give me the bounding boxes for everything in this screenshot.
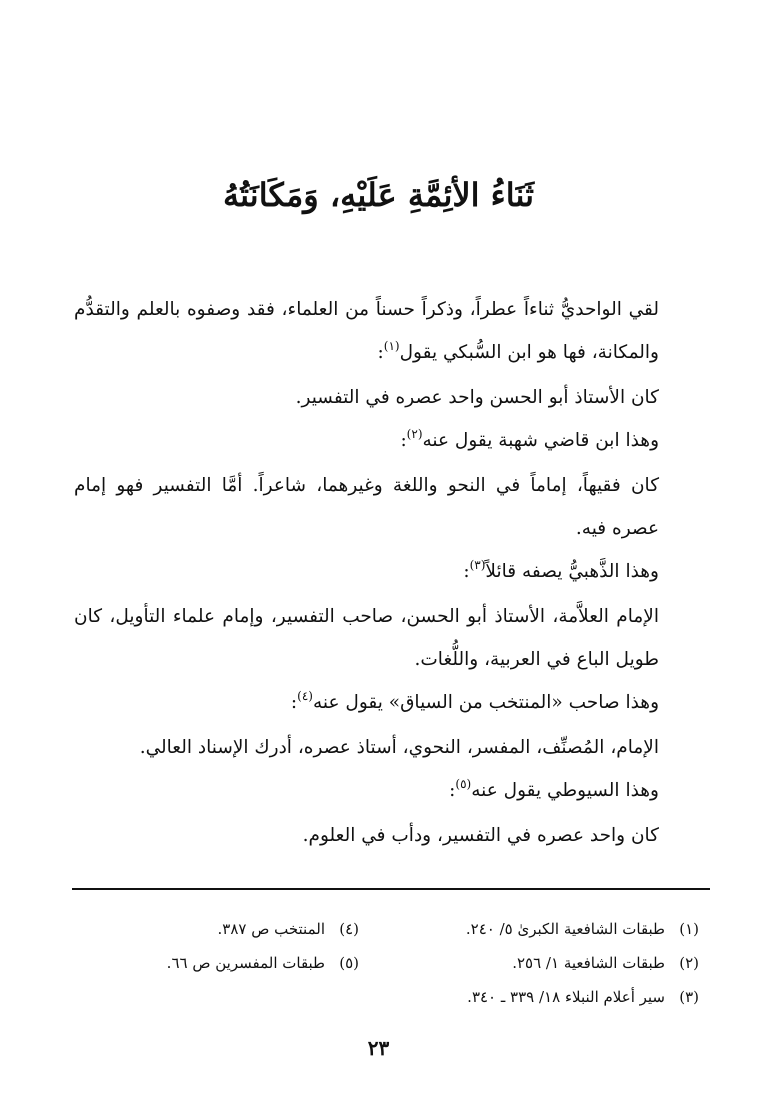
footnote-number: (٥) — [339, 954, 359, 972]
footnote-ref: (١) — [383, 339, 400, 353]
quote-4: الإمام، المُصنِّف، المفسر، النحوي، أستاذ عصره، أدرك الإسناد العالي. — [139, 737, 659, 758]
paragraph-intro — [74, 288, 699, 376]
footnote-text: سير أعلام النبلاء ١٨/ ٣٣٩ ـ ٣٤٠. — [467, 988, 665, 1006]
footnote-1 — [379, 912, 699, 946]
footnote-separator — [72, 888, 710, 890]
paragraph-ibn-qadi — [74, 419, 699, 464]
footnote-3 — [379, 980, 699, 1014]
footnote-ref: (٥) — [455, 777, 472, 791]
footnote-ref: (٣) — [469, 558, 486, 572]
footnote-5 — [39, 946, 359, 980]
paragraph-text: وهذا السيوطي يقول عنه — [471, 780, 659, 801]
quote-3: الإمام العلاَّمة، الأستاذ أبو الحسن، صاحب التفسير، وإمام علماء التأويل، كان طويل الباع في العربية، واللُّغات. — [74, 606, 659, 670]
footnote-text: طبقات المفسرين ص ٦٦. — [166, 954, 325, 972]
paragraph-text: وهذا صاحب «المنتخب من السياق» يقول عنه — [312, 692, 659, 713]
punctuation: : — [377, 342, 384, 363]
punctuation: : — [400, 430, 407, 451]
paragraph-dhahabi — [74, 550, 699, 595]
paragraph-suyuti — [74, 769, 699, 814]
footnotes-column-right — [379, 912, 699, 1014]
page-number: ٢٣ — [367, 1036, 390, 1060]
paragraph-text: وهذا ابن قاضي شهبة يقول عنه — [422, 430, 659, 451]
footnotes-column-left — [39, 912, 359, 980]
footnote-number: (١) — [679, 920, 699, 938]
footnote-4 — [39, 912, 359, 946]
footnote-text: طبقات الشافعية الكبرىٰ ٥/ ٢٤٠. — [465, 920, 665, 938]
main-text — [74, 288, 699, 857]
quote-5: كان واحد عصره في التفسير، ودأب في العلوم. — [302, 825, 659, 846]
punctuation: : — [290, 692, 298, 713]
footnote-text: طبقات الشافعية ١/ ٢٥٦. — [512, 954, 665, 972]
footnote-ref: (٤) — [297, 689, 313, 703]
quote-1: كان الأستاذ أبو الحسن واحد عصره في التفسير. — [295, 387, 659, 408]
punctuation: : — [463, 561, 470, 582]
footnote-ref: (٢) — [406, 427, 423, 441]
footnote-text: المنتخب ص ٣٨٧. — [217, 920, 325, 938]
footnote-number: (٤) — [339, 920, 359, 938]
footnote-number: (٢) — [679, 954, 699, 972]
quote-2: كان فقيهاً، إماماً في النحو واللغة وغيرهما، شاعراً. أمَّا التفسير فهو إمام عصره فيه. — [74, 475, 659, 539]
footnote-2 — [379, 946, 699, 980]
paragraph-text: لقي الواحديُّ ثناءاً عطراً، وذكراً حسناً من العلماء، فقد وصفوه بالعلم والتقدُّم والمكانة، فها هو ابن السُّبكي يقول — [74, 299, 659, 363]
punctuation: : — [449, 780, 456, 801]
chapter-title: ثَنَاءُ الأئِمَّةِ عَلَيْهِ، وَمَكَانَتُهُ — [222, 176, 535, 214]
footnote-number: (٣) — [679, 988, 699, 1006]
paragraph-text: وهذا الذَّهبيُّ يصفه قائلاً — [485, 561, 659, 582]
paragraph-muntakhab — [74, 681, 699, 726]
